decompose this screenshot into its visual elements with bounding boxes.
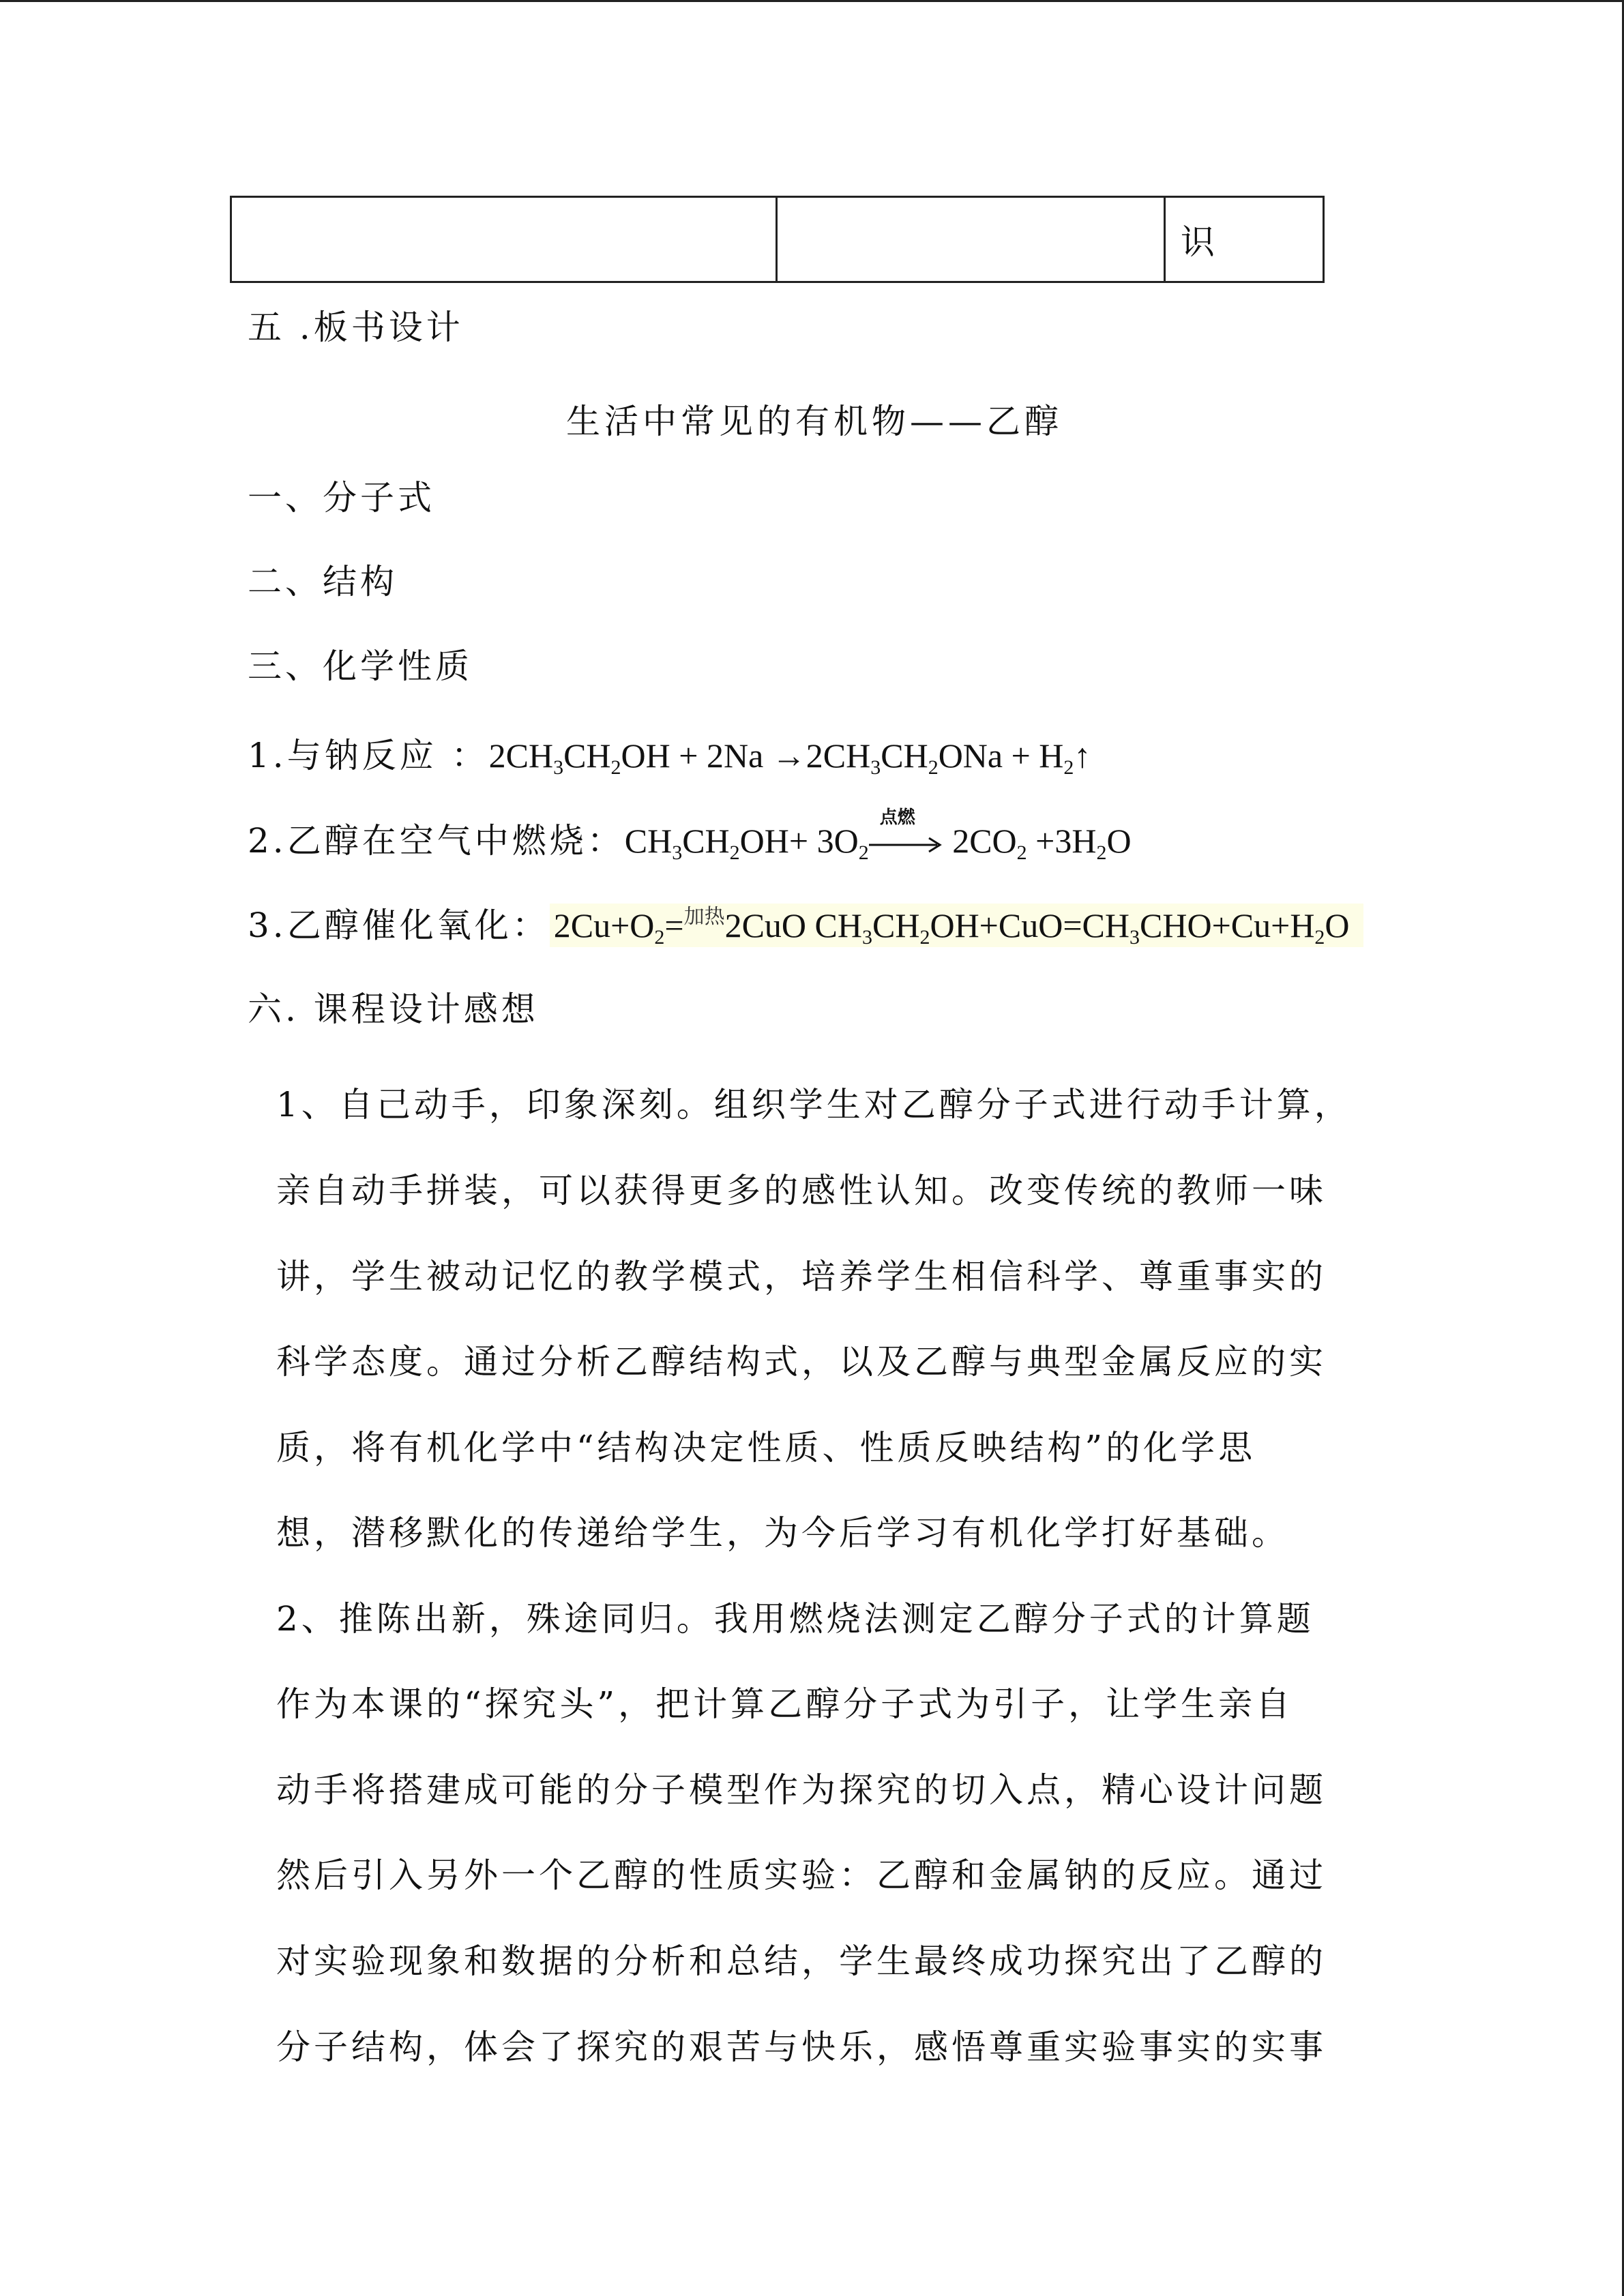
paragraph-line: 然后引入另外一个乙醇的性质实验：乙醇和金属钠的反应。通过 [276, 1855, 1327, 1895]
section-heading-6: 六. 课程设计感想 [248, 989, 539, 1029]
reaction-catalytic-oxidation [248, 907, 1363, 948]
reaction-sodium [248, 736, 1091, 779]
reaction-combustion-equation: $CH_3CH_2OH+ 3O_2$ 点燃 $2CO_2 +3H_2O$ [624, 807, 1132, 864]
paragraph-line: 科学态度。通过分析乙醇结构式，以及乙醇与典型金属反应的实 [276, 1342, 1327, 1382]
table-cell-1 [231, 197, 777, 282]
paragraph-line: 亲自动手拼装，可以获得更多的感性认知。改变传统的教师一味 [276, 1171, 1327, 1210]
reaction-combustion [248, 807, 1132, 864]
paragraph-line: 对实验现象和数据的分析和总结，学生最终成功探究出了乙醇的 [276, 1941, 1327, 1981]
continuation-table [230, 196, 1325, 283]
reaction-arrow: 点燃 [869, 828, 944, 862]
reaction-combustion-label: 2.乙醇在空气中燃烧： [248, 821, 625, 861]
heading-structure: 二、结构 [248, 562, 398, 601]
table-row [231, 197, 1324, 282]
heading-chemical-properties: 三、化学性质 [248, 646, 473, 686]
reaction-catalytic-label: 3.乙醇催化氧化： [248, 906, 550, 945]
page-border-top [0, 0, 1624, 2]
paragraph-line: 2、推陈出新，殊途同归。我用燃烧法测定乙醇分子式的计算题 [276, 1599, 1314, 1639]
paragraph-line: 分子结构，体会了探究的艰苦与快乐，感悟尊重实验事实的实事 [276, 2027, 1327, 2067]
paragraph-line: 动手将搭建成可能的分子模型作为探究的切入点，精心设计问题 [276, 1770, 1327, 1810]
heading-molecular-formula: 一、分子式 [248, 478, 435, 518]
reaction-catalytic-equation: $2Cu+O_2=^{加热}2CuO$ $CH_3CH_2OH+CuO=CH_3CHO+Cu+H_2O$ [550, 904, 1363, 947]
reaction-sodium-equation: $2CH_3CH_2OH + 2Na \to 2CH_3CH_2ONa$ + $H_2↑$ [488, 736, 1091, 779]
paragraph-line: 作为本课的“探究头”，把计算乙醇分子式为引子，让学生亲自 [276, 1684, 1294, 1724]
section-heading-5: 五 .板书设计 [248, 308, 464, 347]
paragraph-line: 想，潜移默化的传递给学生，为今后学习有机化学打好基础。 [276, 1513, 1289, 1553]
reaction-sodium-label: 1.与钠反应 ： [248, 736, 489, 775]
table-cell-2 [777, 197, 1165, 282]
table-cell-3: 识 [1165, 197, 1324, 282]
paragraph-line: 讲，学生被动记忆的教学模式，培养学生相信科学、尊重事实的 [276, 1257, 1327, 1296]
arrow-icon [869, 835, 944, 855]
page-title: 生活中常见的有机物——乙醇 [566, 402, 1063, 441]
paragraph-line: 质，将有机化学中“结构决定性质、性质反映结构”的化学思 [276, 1428, 1256, 1467]
paragraph-line: 1、自己动手，印象深刻。组织学生对乙醇分子式进行动手计算， [276, 1085, 1352, 1124]
